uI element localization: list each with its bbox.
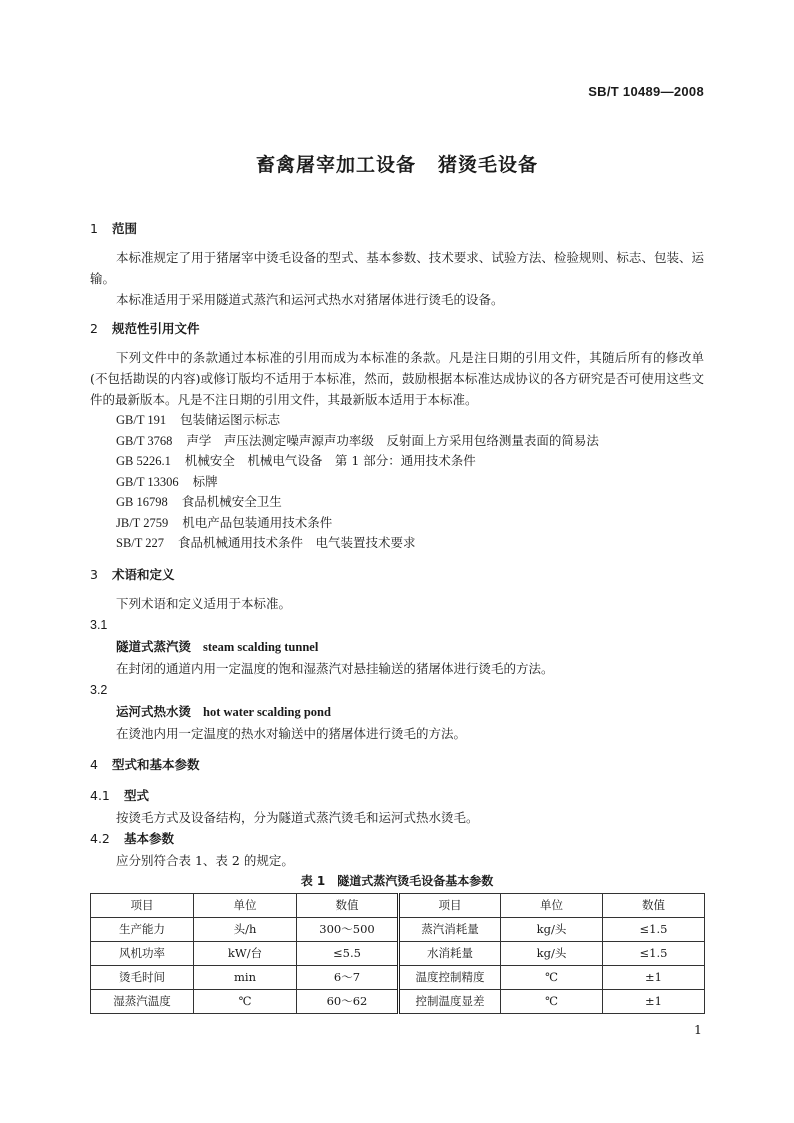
title-part-1: 畜禽屠宰加工设备 — [255, 154, 416, 176]
table-cell: 烫毛时间 — [91, 965, 194, 989]
term-heading: 运河式热水烫 hot water scalding pond — [116, 703, 331, 719]
table-cell: 300～500 — [297, 917, 399, 941]
table-cell: 蒸汽消耗量 — [399, 917, 501, 941]
parameters-table — [90, 893, 705, 1014]
section-2-heading — [90, 318, 704, 339]
section-title: 规范性引用文件 — [112, 321, 200, 336]
section-1-heading — [90, 218, 704, 239]
table-row — [91, 917, 705, 941]
table-caption: 表 1 隧道式蒸汽烫毛设备基本参数 — [300, 873, 494, 888]
section-number: 3 — [90, 566, 98, 582]
paragraph: 按烫毛方式及设备结构，分为隧道式蒸汽烫毛和运河式热水烫毛。 — [116, 809, 479, 825]
term-number: 3.1 — [90, 617, 108, 632]
column-header: 单位 — [194, 893, 297, 917]
reference-item: GB/T 3768 声学 声压法测定噪声源声功率级 反射面上方采用包络测量表面的简易法 — [116, 432, 599, 448]
column-header: 项目 — [91, 893, 194, 917]
reference-item: GB/T 13306 标牌 — [116, 473, 218, 489]
reference-list — [90, 410, 704, 554]
document-body — [90, 218, 704, 1014]
section-3-heading — [90, 564, 704, 585]
table-cell: kW/台 — [194, 941, 297, 965]
paragraph: 下列文件中的条款通过本标准的引用而成为本标准的条款。凡是注日期的引用文件，其随后所有的修改单(不包括勘误的内容)或修订版均不适用于本标准，然而，鼓励根据本标准达成协议的各方研究是否可使用这些文件的最新版本。凡是不注日期的引用文件，其最新版本适用于本标准。 — [90, 350, 704, 407]
standard-code: SB/T 10489—2008 — [588, 84, 704, 99]
section-title: 型式和基本参数 — [112, 756, 200, 772]
table-cell: kg/头 — [501, 917, 603, 941]
table-cell: 生产能力 — [91, 917, 194, 941]
reference-item: JB/T 2759 机电产品包装通用技术条件 — [116, 514, 333, 530]
section-number: 4 — [90, 756, 98, 772]
section-title: 范围 — [112, 221, 138, 236]
reference-item: GB 5226.1 机械安全 机械电气设备 第 1 部分：通用技术条件 — [116, 453, 476, 468]
paragraph: 本标准适用于采用隧道式蒸汽和运河式热水对猪屠体进行烫毛的设备。 — [116, 292, 504, 307]
subsection-4-1-heading: 4.1 型式 — [90, 787, 150, 803]
column-header: 单位 — [501, 893, 603, 917]
table-cell: ≤1.5 — [603, 941, 705, 965]
table-cell: ℃ — [501, 965, 603, 989]
section-number: 2 — [90, 321, 98, 336]
table-row — [91, 941, 705, 965]
paragraph: 本标准规定了用于猪屠宰中烫毛设备的型式、基本参数、技术要求、试验方法、检验规则、标志、包装、运输。 — [90, 250, 704, 286]
table-cell: 湿蒸汽温度 — [91, 989, 194, 1013]
document-title — [0, 150, 794, 177]
table-cell: 60～62 — [297, 989, 399, 1013]
column-header: 项目 — [399, 893, 501, 917]
table-cell: 水消耗量 — [399, 941, 501, 965]
table-cell: ±1 — [603, 965, 705, 989]
table-cell: ℃ — [194, 989, 297, 1013]
table-cell: kg/头 — [501, 941, 603, 965]
reference-item: SB/T 227 食品机械通用技术条件 电气装置技术要求 — [116, 535, 416, 550]
term-number: 3.2 — [90, 682, 108, 697]
table-cell: 6～7 — [297, 965, 399, 989]
term-heading: 隧道式蒸汽烫 steam scalding tunnel — [116, 638, 319, 654]
table-row — [91, 989, 705, 1013]
section-4-heading — [90, 754, 704, 775]
table-cell: 头/h — [194, 917, 297, 941]
table-cell: ≤5.5 — [297, 941, 399, 965]
section-number: 1 — [90, 221, 98, 236]
table-row — [91, 965, 705, 989]
table-cell: ℃ — [501, 989, 603, 1013]
section-title: 术语和定义 — [112, 566, 175, 582]
column-header: 数值 — [603, 893, 705, 917]
table-header-row — [91, 893, 705, 917]
term-definition: 在烫池内用一定温度的热水对输送中的猪屠体进行烫毛的方法。 — [116, 725, 467, 741]
paragraph: 下列术语和定义适用于本标准。 — [116, 595, 292, 611]
table-cell: ≤1.5 — [603, 917, 705, 941]
table-cell: 风机功率 — [91, 941, 194, 965]
reference-item: GB 16798 食品机械安全卫生 — [116, 494, 282, 509]
subsection-4-2-heading: 4.2 基本参数 — [90, 830, 175, 846]
table-cell: 控制温度显差 — [399, 989, 501, 1013]
table-cell: ±1 — [603, 989, 705, 1013]
table-cell: 温度控制精度 — [399, 965, 501, 989]
title-part-2: 猪烫毛设备 — [438, 154, 539, 176]
column-header: 数值 — [297, 893, 399, 917]
reference-item: GB/T 191 包装储运图示标志 — [116, 412, 281, 427]
paragraph: 应分别符合表 1、表 2 的规定。 — [116, 852, 294, 868]
term-definition: 在封闭的通道内用一定温度的饱和湿蒸汽对悬挂输送的猪屠体进行烫毛的方法。 — [116, 660, 554, 676]
page-number: 1 — [694, 1022, 702, 1037]
table-cell: min — [194, 965, 297, 989]
